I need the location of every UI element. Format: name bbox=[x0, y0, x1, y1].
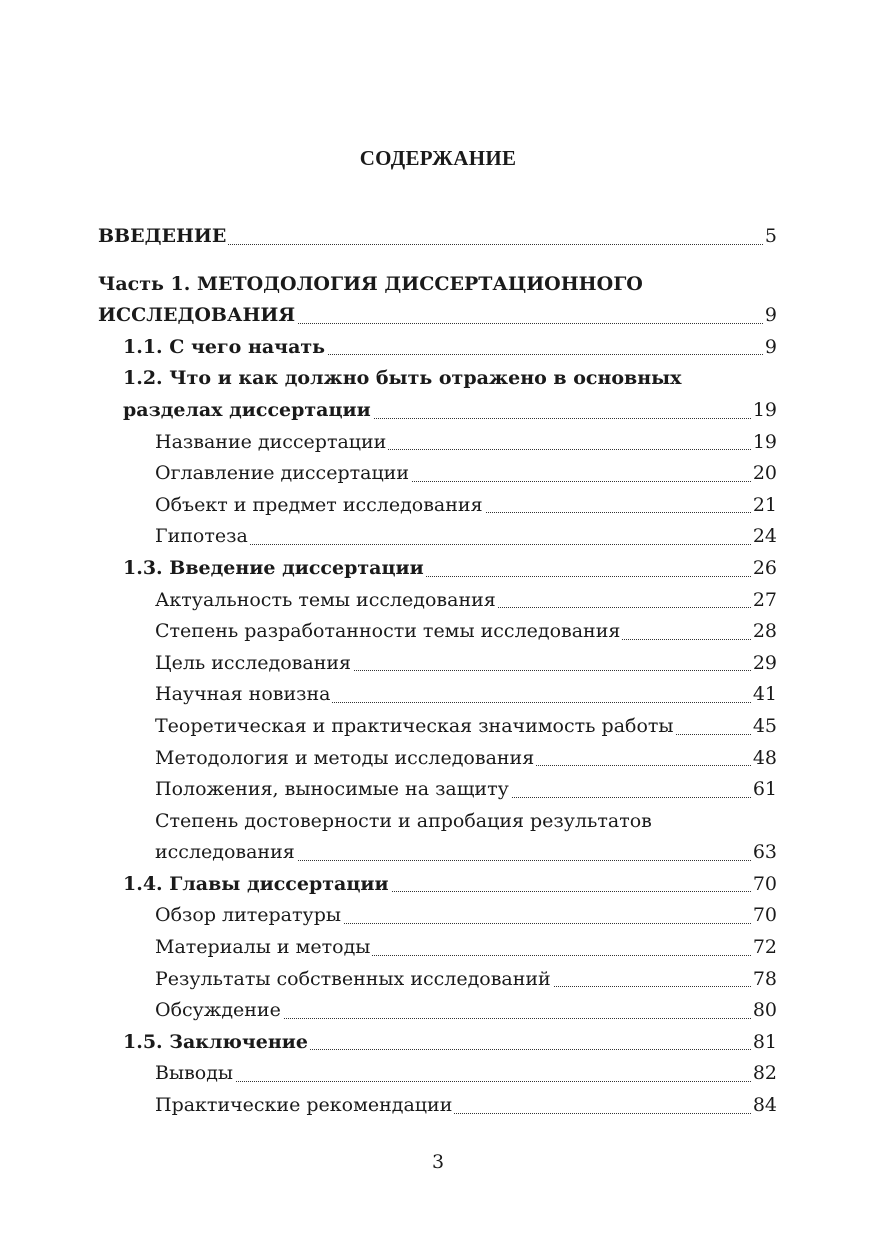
toc-entry-page: 5 bbox=[763, 221, 777, 253]
toc-entry-page: 19 bbox=[751, 395, 777, 427]
toc-entry-hypothesis[interactable] bbox=[155, 521, 777, 553]
table-of-contents bbox=[98, 221, 777, 1122]
toc-entry-methodology[interactable] bbox=[155, 743, 777, 775]
toc-entry-novelty[interactable] bbox=[155, 679, 777, 711]
toc-entry-page: 45 bbox=[751, 711, 777, 743]
toc-entry-page: 21 bbox=[751, 490, 777, 522]
toc-entry-object-subject[interactable] bbox=[155, 490, 777, 522]
toc-entry-text: Практические рекомендации bbox=[155, 1094, 453, 1117]
toc-entry-1-2-line2[interactable] bbox=[123, 395, 777, 427]
toc-entry-page: 9 bbox=[763, 300, 777, 332]
toc-entry-reliability-line2[interactable] bbox=[155, 837, 777, 869]
toc-entry-1-2-line1[interactable] bbox=[123, 363, 777, 395]
toc-entry-page: 63 bbox=[751, 837, 777, 869]
toc-entry-defense-points[interactable] bbox=[155, 774, 777, 806]
toc-entry-page: 82 bbox=[751, 1058, 777, 1090]
toc-entry-text: Научная новизна bbox=[155, 683, 331, 706]
toc-entry-title[interactable] bbox=[155, 427, 777, 459]
toc-entry-text: Степень разработанности темы исследования bbox=[155, 620, 621, 643]
toc-entry-text: Цель исследования bbox=[155, 651, 352, 674]
toc-entry-text: исследования bbox=[155, 841, 295, 864]
toc-entry-text: 1.4. Главы диссертации bbox=[123, 872, 389, 895]
toc-entry-1-3[interactable] bbox=[123, 553, 777, 585]
toc-entry-reliability-line1[interactable] bbox=[155, 806, 777, 838]
toc-entry-text: разделах диссертации bbox=[123, 398, 371, 421]
toc-entry-page: 72 bbox=[751, 932, 777, 964]
toc-entry-page: 9 bbox=[763, 332, 777, 364]
page-number: 3 bbox=[431, 1151, 445, 1173]
toc-entry-page: 84 bbox=[751, 1090, 777, 1122]
toc-entry-page: 29 bbox=[751, 648, 777, 680]
toc-entry-goal[interactable] bbox=[155, 648, 777, 680]
toc-entry-page: 26 bbox=[751, 553, 777, 585]
toc-entry-text: ИССЛЕДОВАНИЯ bbox=[98, 304, 296, 327]
toc-entry-text: 1.5. Заключение bbox=[123, 1030, 308, 1053]
page-title: СОДЕРЖАНИЕ bbox=[359, 146, 517, 170]
toc-entry-text: Материалы и методы bbox=[155, 936, 371, 959]
toc-entry-elaboration[interactable] bbox=[155, 616, 777, 648]
toc-entry-text: Степень достоверности и апробация результатов bbox=[155, 809, 652, 832]
toc-entry-1-5[interactable] bbox=[123, 1027, 777, 1059]
toc-entry-conclusions[interactable] bbox=[155, 1058, 777, 1090]
toc-entry-text: Актуальность темы исследования bbox=[155, 588, 496, 611]
toc-entry-part1-line2[interactable] bbox=[98, 300, 777, 332]
toc-entry-materials-methods[interactable] bbox=[155, 932, 777, 964]
toc-entry-page: 81 bbox=[751, 1027, 777, 1059]
toc-entry-page: 19 bbox=[751, 427, 777, 459]
toc-entry-text: Объект и предмет исследования bbox=[155, 493, 483, 516]
toc-entry-page: 78 bbox=[751, 964, 777, 996]
toc-entry-page: 27 bbox=[751, 585, 777, 617]
toc-entry-text: Положения, выносимые на защиту bbox=[155, 778, 509, 801]
toc-entry-text: Оглавление диссертации bbox=[155, 462, 409, 485]
toc-entry-relevance[interactable] bbox=[155, 585, 777, 617]
toc-entry-text: 1.1. С чего начать bbox=[123, 335, 326, 358]
toc-entry-text: Результаты собственных исследований bbox=[155, 967, 551, 990]
toc-entry-text: Часть 1. МЕТОДОЛОГИЯ ДИССЕРТАЦИОННОГО bbox=[98, 272, 643, 295]
toc-entry-text: Гипотеза bbox=[155, 525, 248, 548]
toc-entry-page: 41 bbox=[751, 679, 777, 711]
toc-entry-text: Обзор литературы bbox=[155, 904, 341, 927]
toc-entry-page: 80 bbox=[751, 995, 777, 1027]
toc-entry-page: 70 bbox=[751, 900, 777, 932]
toc-entry-discussion[interactable] bbox=[155, 995, 777, 1027]
toc-entry-page: 20 bbox=[751, 458, 777, 490]
toc-entry-literature-review[interactable] bbox=[155, 900, 777, 932]
toc-entry-page: 28 bbox=[751, 616, 777, 648]
toc-entry-page: 24 bbox=[751, 521, 777, 553]
toc-entry-page: 48 bbox=[751, 743, 777, 775]
toc-entry-contents[interactable] bbox=[155, 458, 777, 490]
toc-entry-1-4[interactable] bbox=[123, 869, 777, 901]
toc-entry-text: ВВЕДЕНИЕ bbox=[98, 225, 227, 247]
toc-entry-recommendations[interactable] bbox=[155, 1090, 777, 1122]
toc-entry-part1-line1[interactable] bbox=[98, 269, 777, 301]
toc-entry-results[interactable] bbox=[155, 964, 777, 996]
toc-entry-introduction[interactable] bbox=[98, 221, 777, 253]
toc-entry-text: 1.2. Что и как должно быть отражено в основных bbox=[123, 367, 682, 390]
toc-entry-page: 70 bbox=[751, 869, 777, 901]
toc-entry-text: Теоретическая и практическая значимость работы bbox=[155, 714, 674, 737]
toc-entry-text: Выводы bbox=[155, 1062, 234, 1085]
toc-entry-significance[interactable] bbox=[155, 711, 777, 743]
toc-entry-text: 1.3. Введение диссертации bbox=[123, 556, 424, 579]
toc-entry-text: Методология и методы исследования bbox=[155, 746, 535, 769]
toc-entry-text: Название диссертации bbox=[155, 430, 387, 453]
toc-entry-page: 61 bbox=[751, 774, 777, 806]
toc-entry-text: Обсуждение bbox=[155, 999, 281, 1022]
toc-entry-1-1[interactable] bbox=[123, 332, 777, 364]
